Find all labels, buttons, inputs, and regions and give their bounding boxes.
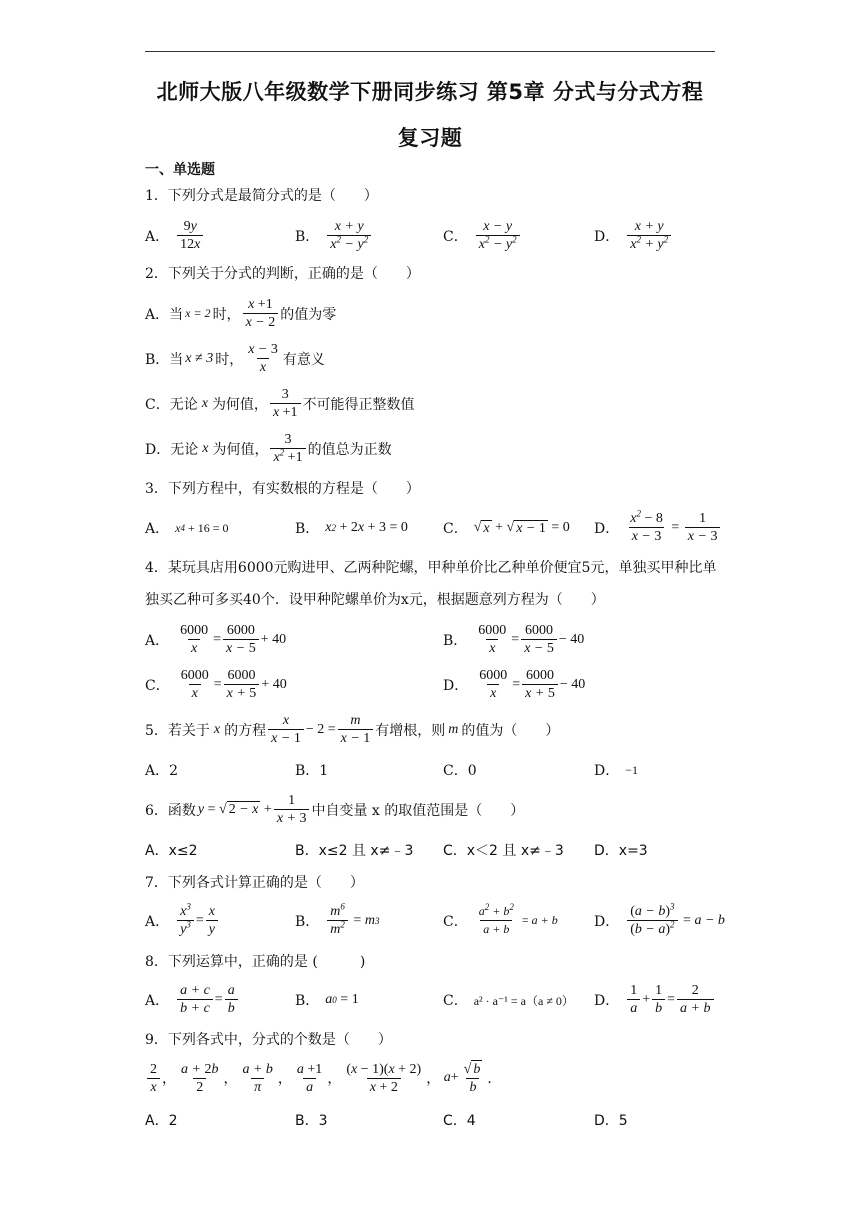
q4-option-a: A． $\frac{6000}{x}$ = $\frac{6000}{x - 5}$ + 40 [145,623,287,656]
q5-option-d: D． −1 [594,762,639,779]
q8-option-a: A． $\frac{a + c}{b + c}$ = $\frac{a}{b}$ [145,982,240,1017]
q3-option-a: A． x 4 + 16 = 0 [145,520,229,537]
q1-option-b: B． $\frac{x + y}{x^2 - y^2}$ [295,218,373,253]
question-1-stem: 1．下列分式是最简分式的是（ ） [145,188,378,204]
q8-option-c: C． a² · a⁻¹ = a（a ≠ 0） [443,993,574,1009]
q7-option-a: A． $\frac{x^3}{y^3}$ = $\frac{x}{y}$ [145,903,220,938]
q9-option-a: A．2 [145,1113,178,1129]
question-5-stem: 5．若关于 x 的方程 $\frac{x}{x - 1}$ − 2 = $\frac{m}{x - 1}$ 有增根，则 m 的值为（ ） [145,713,560,746]
header-rule [145,51,715,52]
q6-option-b: B．x≤2 且 x≠﹣3 [295,843,414,859]
q6-option-a: A．x≤2 [145,843,198,859]
question-6-stem: 6．函数 y = √ 2 − x + $\frac{1}{x + 3}$ 中自变量 x 的取值范围是（ ） [145,793,525,826]
q2-option-b: B．当 x ≠ 3 时， $\frac{x - 3}{x}$ 有意义 [145,342,325,375]
q6-option-c: C．x＜2 且 x≠﹣3 [443,843,564,859]
question-9-stem: 9．下列各式中，分式的个数是（ ） [145,1032,392,1048]
q9-expressions: $\frac{2}{x}$ ， $\frac{a + 2b}{2}$ ， $\frac{a + b}{\pi}$ ， $\frac{a +1}{a}$ ， $\frac{(x - 1)(x + 2)}{x + 2}$ ， a + $\frac{√ b}{b}$ ． [145,1060,501,1096]
q7-option-b: B． $\frac{m^6}{m^2}$ = m 3 [295,901,380,937]
q5-option-b: B．1 [295,763,329,779]
q9-option-d: D．5 [594,1113,628,1129]
q2-option-d: D．无论 x 为何值， $\frac{3}{x^2 +1}$ 的值总为正数 [145,432,392,465]
question-4-stem: 4．某玩具店用6000元购进甲、乙两种陀螺，甲种单价比乙种单价便宜5元，单独买甲种比单独买乙种可多买40个．设甲种陀螺单价为x元，根据题意列方程为（ ） [145,560,717,608]
q3-option-b: B． x 2 + 2 x + 3 = 0 [295,520,408,537]
question-2-stem: 2．下列关于分式的判断，正确的是（ ） [145,266,420,282]
q4-option-b: B． $\frac{6000}{x}$ = $\frac{6000}{x - 5}$ − 40 [443,623,585,656]
q1-option-d: D． $\frac{x + y}{x^2 + y^2}$ [594,218,673,253]
q1-option-a: A． $\frac{9y}{12x}$ [145,218,205,253]
q2-option-a: A．当 x = 2 时， $\frac{x +1}{x - 2}$ 的值为零 [145,297,337,330]
q9-option-c: C．4 [443,1113,476,1129]
q9-option-b: B．3 [295,1113,328,1129]
q2-option-c: C．无论 x 为何值， $\frac{3}{x +1}$ 不可能得正整数值 [145,387,415,420]
question-3-stem: 3．下列方程中，有实数根的方程是（ ） [145,481,420,497]
question-8-stem: 8．下列运算中，正确的是 ( ) [145,954,366,970]
q5-option-a: A．2 [145,763,179,779]
q1-option-c: C． $\frac{x - y}{x^2 - y^2}$ [443,218,522,253]
q5-option-c: C．0 [443,763,477,779]
q7-option-d: D． $\frac{(a - b)^3}{(b - a)^2}$ = a − b [594,901,725,937]
q7-option-c: C． $\frac{a^2 + b^2}{a + b}$ = a + b [443,902,558,936]
q8-option-b: B． a 0 = 1 [295,992,359,1009]
question-7-stem: 7．下列各式计算正确的是（ ） [145,875,364,891]
q3-option-d: D． $\frac{x^2 - 8}{x - 3}$ = $\frac{1}{x - 3}$ [594,510,722,545]
page-title: 北师大版八年级数学下册同步练习 第5章 分式与分式方程 [156,80,704,104]
q4-option-d: D． $\frac{6000}{x}$ = $\frac{6000}{x + 5}$ − 40 [443,668,586,701]
q3-option-c: C． √ x + √ x − 1 = 0 [443,520,570,537]
page-title-line2: 复习题 [397,126,463,150]
q6-option-d: D．x=3 [594,843,648,859]
q8-option-d: D． $\frac{1}{a}$ + $\frac{1}{b}$ = $\frac{2}{a + b}$ [594,982,716,1017]
section-heading: 一、单选题 [145,162,215,178]
q4-option-c: C． $\frac{6000}{x}$ = $\frac{6000}{x + 5}$ + 40 [145,668,287,701]
